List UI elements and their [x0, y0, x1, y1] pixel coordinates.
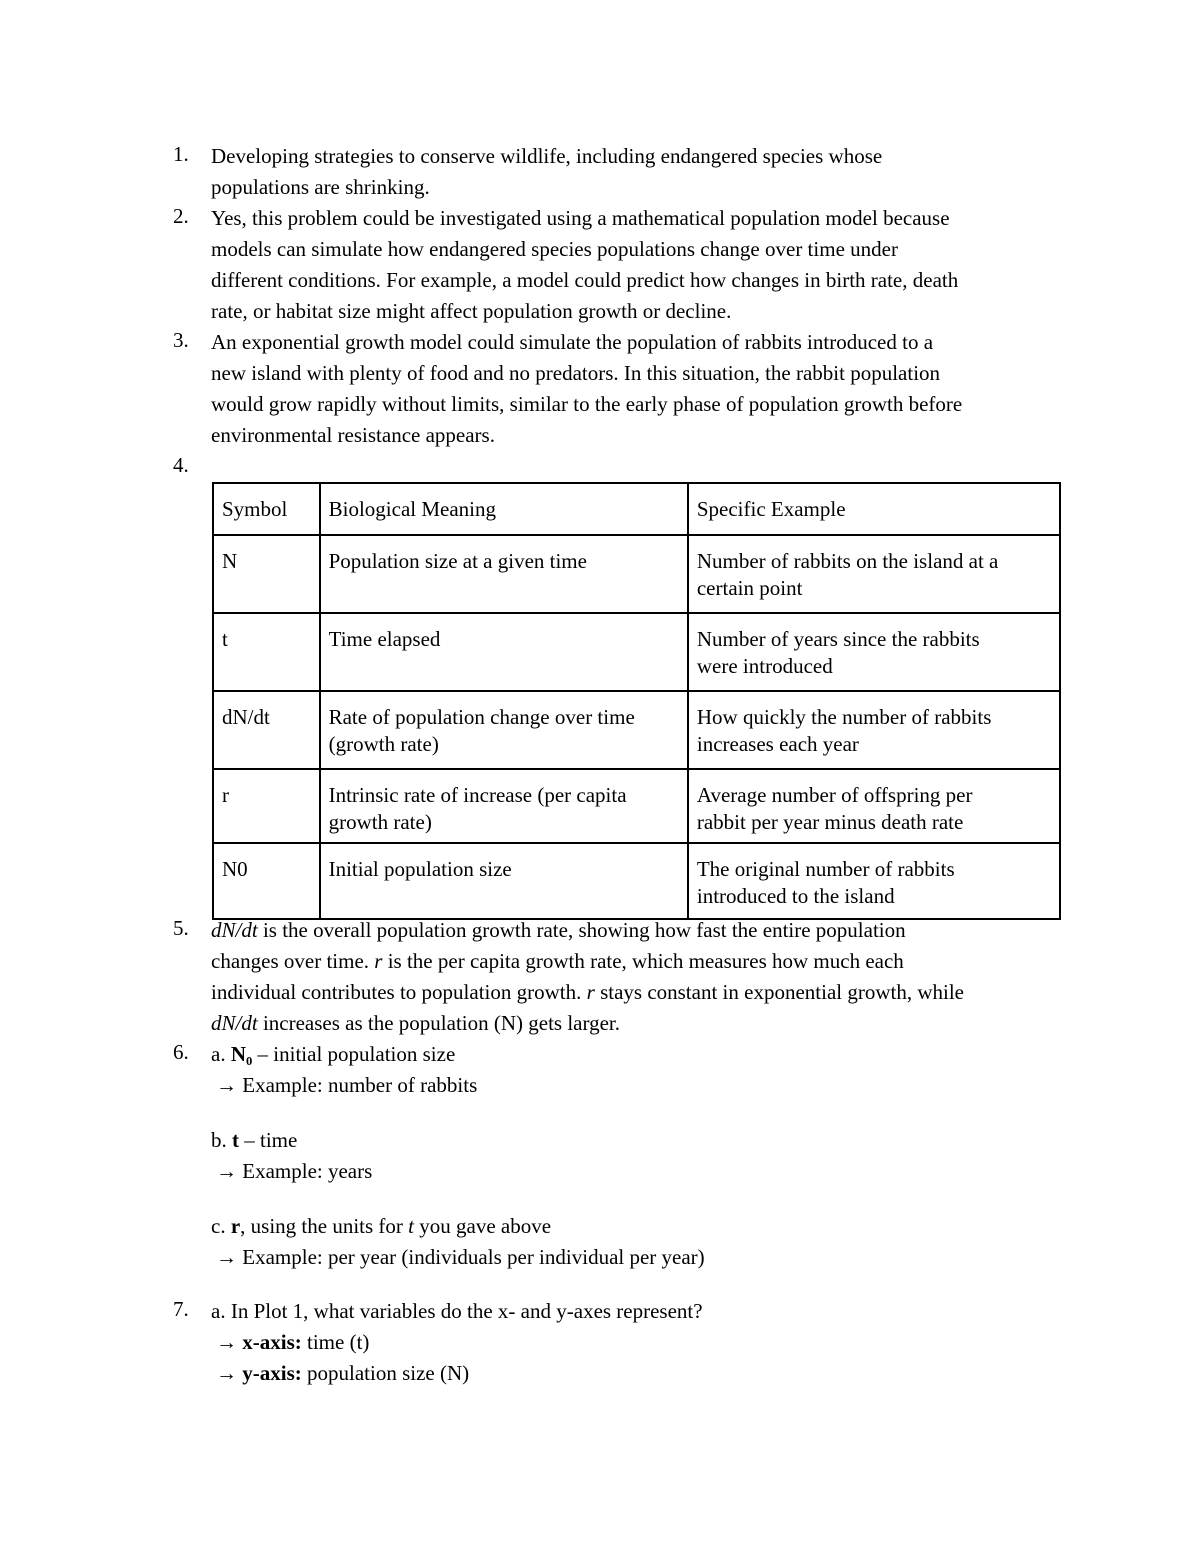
text-line: different conditions. For example, a model could predict how changes in birth rate, death	[211, 268, 959, 292]
question-line: a. In Plot 1, what variables do the x- and y-axes represent?	[211, 1299, 703, 1323]
text-line: models can simulate how endangered species populations change over time under	[211, 237, 898, 261]
list-number: 4.	[173, 453, 189, 477]
example-line: → Example: years	[216, 1159, 373, 1183]
table-header-cell: Symbol	[213, 483, 320, 535]
text-line: populations are shrinking.	[211, 175, 430, 199]
example-line: → Example: per year (individuals per individual per year)	[216, 1245, 705, 1269]
text-line: Yes, this problem could be investigated using a mathematical population model because	[211, 206, 950, 230]
table-cell: Population size at a given time	[320, 535, 688, 613]
list-item-5	[173, 916, 1073, 1039]
sub-item-a: a. N₀ – initial population size	[211, 1042, 456, 1066]
list-number: 6.	[173, 1040, 189, 1064]
table-cell: r	[213, 769, 320, 843]
text-line: would grow rapidly without limits, similar to the early phase of population growth before	[211, 392, 963, 416]
list-number: 3.	[173, 328, 189, 352]
table-cell: Time elapsed	[320, 613, 688, 691]
table-cell: N	[213, 535, 320, 613]
table-cell: Number of rabbits on the island at a certain point	[688, 535, 1060, 613]
table-row	[213, 691, 1060, 769]
list-number: 1.	[173, 142, 189, 166]
table-header-cell: Specific Example	[688, 483, 1060, 535]
table-row	[213, 535, 1060, 613]
list-item-1	[173, 142, 1073, 203]
table-cell: Number of years since the rabbits were introduced	[688, 613, 1060, 691]
table-cell: Initial population size	[320, 843, 688, 919]
answer-line: → y-axis: population size (N)	[216, 1361, 470, 1385]
text-line: Developing strategies to conserve wildlife, including endangered species whose	[211, 144, 883, 168]
example-line: → Example: number of rabbits	[216, 1073, 478, 1097]
sub-item-c: c. r, using the units for t you gave above	[211, 1214, 552, 1238]
symbol-table	[212, 482, 1061, 920]
table-row	[213, 613, 1060, 691]
list-item-2	[173, 204, 1073, 327]
table-cell: How quickly the number of rabbits increases each year	[688, 691, 1060, 769]
sub-item-b: b. t – time	[211, 1128, 298, 1152]
table-row	[213, 843, 1060, 919]
table-cell: The original number of rabbits introduced to the island	[688, 843, 1060, 919]
text-line: rate, or habitat size might affect population growth or decline.	[211, 299, 732, 323]
list-item-3	[173, 328, 1073, 451]
list-item-6	[173, 1040, 1073, 1273]
table-cell: Rate of population change over time (growth rate)	[320, 691, 688, 769]
list-number: 5.	[173, 916, 189, 940]
text-line: An exponential growth model could simulate the population of rabbits introduced to a	[211, 330, 934, 354]
text-line: new island with plenty of food and no predators. In this situation, the rabbit population	[211, 361, 941, 385]
text-line: changes over time. r is the per capita growth rate, which measures how much each	[211, 949, 904, 973]
table-cell: dN/dt	[213, 691, 320, 769]
text-line: environmental resistance appears.	[211, 423, 495, 447]
table-cell: Average number of offspring per rabbit per year minus death rate	[688, 769, 1060, 843]
table-cell: N0	[213, 843, 320, 919]
list-number: 7.	[173, 1297, 189, 1321]
table-row	[213, 769, 1060, 843]
table-cell: t	[213, 613, 320, 691]
text-line: individual contributes to population growth. r stays constant in exponential growth, while	[211, 980, 964, 1004]
answer-line: → x-axis: time (t)	[216, 1330, 370, 1354]
table-header-row	[213, 483, 1060, 535]
list-item-7	[173, 1297, 1073, 1389]
text-line: dN/dt increases as the population (N) gets larger.	[211, 1011, 621, 1035]
list-number: 2.	[173, 204, 189, 228]
table-header-cell: Biological Meaning	[320, 483, 688, 535]
table-cell: Intrinsic rate of increase (per capita growth rate)	[320, 769, 688, 843]
text-line: dN/dt is the overall population growth rate, showing how fast the entire population	[211, 918, 906, 942]
